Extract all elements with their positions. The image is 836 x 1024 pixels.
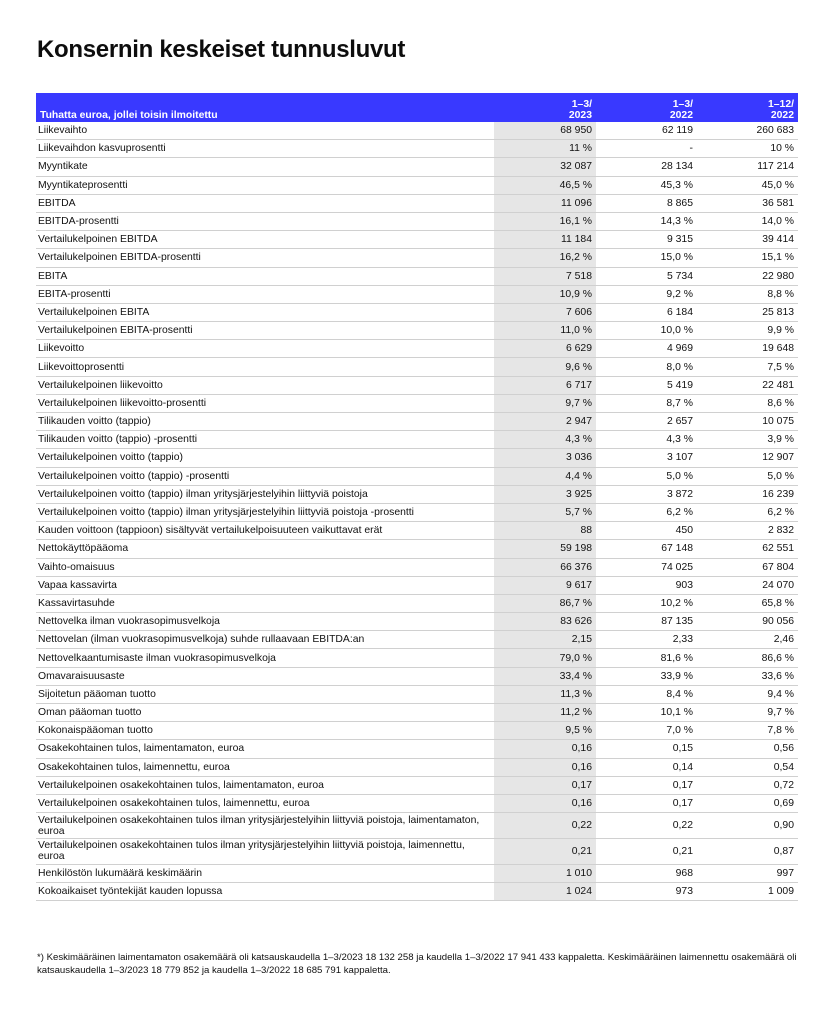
- value-2023-q1: 16,2 %: [494, 249, 596, 267]
- value-2022-q1: 3 872: [596, 485, 697, 503]
- value-2022-q1: 67 148: [596, 540, 697, 558]
- value-2023-q1: 79,0 %: [494, 649, 596, 667]
- value-2022-full-year: 6,2 %: [697, 503, 798, 521]
- row-label: Myyntikateprosentti: [36, 176, 494, 194]
- table-row: [36, 194, 798, 212]
- row-label: Kokoaikaiset työntekijät kauden lopussa: [36, 882, 494, 900]
- header-col-1-period: 1–3/: [571, 99, 592, 110]
- row-label: Vertailukelpoinen EBITA-prosentti: [36, 322, 494, 340]
- value-2022-q1: 81,6 %: [596, 649, 697, 667]
- row-label: Vertailukelpoinen osakekohtainen tulos ilman yritysjärjestelyihin liittyviä poistoja, laimennettu, euroa: [36, 838, 494, 864]
- value-2022-full-year: 117 214: [697, 158, 798, 176]
- row-label: EBITA: [36, 267, 494, 285]
- value-2022-full-year: 997: [697, 864, 798, 882]
- value-2022-q1: 0,17: [596, 776, 697, 794]
- table-row: [36, 376, 798, 394]
- value-2022-full-year: 90 056: [697, 613, 798, 631]
- table-row: [36, 322, 798, 340]
- value-2022-q1: 9 315: [596, 231, 697, 249]
- table-row: [36, 813, 798, 839]
- table-row: [36, 558, 798, 576]
- value-2023-q1: 6 629: [494, 340, 596, 358]
- value-2022-full-year: 0,87: [697, 838, 798, 864]
- value-2023-q1: 5,7 %: [494, 503, 596, 521]
- value-2022-full-year: 65,8 %: [697, 594, 798, 612]
- table-row: [36, 394, 798, 412]
- row-label: Myyntikate: [36, 158, 494, 176]
- value-2022-full-year: 45,0 %: [697, 176, 798, 194]
- value-2022-q1: 9,2 %: [596, 285, 697, 303]
- page-title: Konsernin keskeiset tunnusluvut: [37, 36, 406, 63]
- table-row: [36, 413, 798, 431]
- value-2023-q1: 1 010: [494, 864, 596, 882]
- table-row: [36, 503, 798, 521]
- value-2022-q1: 5 419: [596, 376, 697, 394]
- row-label: Liikevaihdon kasvuprosentti: [36, 140, 494, 158]
- value-2022-q1: 6 184: [596, 303, 697, 321]
- table-row: [36, 340, 798, 358]
- table-row: [36, 838, 798, 864]
- value-2023-q1: 68 950: [494, 122, 596, 140]
- table-row: [36, 864, 798, 882]
- row-label: Vertailukelpoinen osakekohtainen tulos, laimennettu, euroa: [36, 794, 494, 812]
- value-2022-full-year: 2,46: [697, 631, 798, 649]
- value-2022-q1: 8,0 %: [596, 358, 697, 376]
- value-2022-q1: 62 119: [596, 122, 697, 140]
- value-2022-q1: 2,33: [596, 631, 697, 649]
- value-2023-q1: 3 925: [494, 485, 596, 503]
- table-row: [36, 249, 798, 267]
- value-2022-q1: 28 134: [596, 158, 697, 176]
- row-label: Osakekohtainen tulos, laimennettu, euroa: [36, 758, 494, 776]
- row-label: Vaihto-omaisuus: [36, 558, 494, 576]
- value-2023-q1: 1 024: [494, 882, 596, 900]
- value-2023-q1: 2 947: [494, 413, 596, 431]
- value-2022-q1: 5 734: [596, 267, 697, 285]
- row-label: Liikevoittoprosentti: [36, 358, 494, 376]
- table-row: [36, 303, 798, 321]
- value-2022-full-year: 9,7 %: [697, 704, 798, 722]
- value-2023-q1: 9 617: [494, 576, 596, 594]
- row-label: Vertailukelpoinen voitto (tappio) ilman yritysjärjestelyihin liittyviä poistoja: [36, 485, 494, 503]
- value-2023-q1: 4,4 %: [494, 467, 596, 485]
- table-row: [36, 540, 798, 558]
- value-2022-full-year: 16 239: [697, 485, 798, 503]
- value-2023-q1: 9,5 %: [494, 722, 596, 740]
- row-label: Liikevoitto: [36, 340, 494, 358]
- value-2022-q1: 10,0 %: [596, 322, 697, 340]
- value-2023-q1: 7 518: [494, 267, 596, 285]
- table-row: [36, 231, 798, 249]
- value-2023-q1: 3 036: [494, 449, 596, 467]
- value-2022-full-year: 3,9 %: [697, 431, 798, 449]
- value-2022-q1: 0,17: [596, 794, 697, 812]
- value-2022-q1: 87 135: [596, 613, 697, 631]
- table-row: [36, 649, 798, 667]
- value-2022-q1: 33,9 %: [596, 667, 697, 685]
- value-2023-q1: 0,16: [494, 794, 596, 812]
- value-2022-q1: 973: [596, 882, 697, 900]
- header-col-2: [596, 93, 697, 122]
- value-2022-full-year: 9,4 %: [697, 685, 798, 703]
- row-label: Vapaa kassavirta: [36, 576, 494, 594]
- footnote: *) Keskimääräinen laimentamaton osakemäärä oli katsauskaudella 1–3/2023 18 132 258 ja kaudella 1–3/2022 17 941 433 kappaletta. Keskimääräinen laimennettu osakemäärä oli katsauskaudella 1–3/2023 18 779 852 ja kaudella 1–3/2022 18 685 791 kappaletta.: [37, 952, 797, 976]
- row-label: Vertailukelpoinen EBITDA-prosentti: [36, 249, 494, 267]
- header-col-2-year: 2022: [669, 110, 693, 121]
- value-2023-q1: 0,22: [494, 813, 596, 839]
- row-label: Omavaraisuusaste: [36, 667, 494, 685]
- value-2022-full-year: 0,69: [697, 794, 798, 812]
- value-2022-full-year: 62 551: [697, 540, 798, 558]
- value-2022-full-year: 36 581: [697, 194, 798, 212]
- value-2022-q1: 10,1 %: [596, 704, 697, 722]
- value-2022-full-year: 1 009: [697, 882, 798, 900]
- value-2022-full-year: 260 683: [697, 122, 798, 140]
- value-2023-q1: 11,0 %: [494, 322, 596, 340]
- value-2023-q1: 0,16: [494, 740, 596, 758]
- table-row: [36, 485, 798, 503]
- row-label: Nettovelkaantumisaste ilman vuokrasopimusvelkoja: [36, 649, 494, 667]
- table-row: [36, 449, 798, 467]
- row-label: Vertailukelpoinen voitto (tappio) -prosentti: [36, 467, 494, 485]
- value-2022-full-year: 9,9 %: [697, 322, 798, 340]
- table-row: [36, 613, 798, 631]
- table-row: [36, 358, 798, 376]
- value-2023-q1: 83 626: [494, 613, 596, 631]
- value-2023-q1: 46,5 %: [494, 176, 596, 194]
- value-2022-q1: 7,0 %: [596, 722, 697, 740]
- value-2023-q1: 4,3 %: [494, 431, 596, 449]
- value-2023-q1: 11,2 %: [494, 704, 596, 722]
- value-2023-q1: 9,7 %: [494, 394, 596, 412]
- value-2022-q1: 8,4 %: [596, 685, 697, 703]
- value-2022-q1: 968: [596, 864, 697, 882]
- header-col-2-period: 1–3/: [672, 99, 693, 110]
- value-2023-q1: 33,4 %: [494, 667, 596, 685]
- table-row: [36, 522, 798, 540]
- table-row: [36, 212, 798, 230]
- value-2022-full-year: 2 832: [697, 522, 798, 540]
- table-row: [36, 794, 798, 812]
- table-row: [36, 704, 798, 722]
- value-2023-q1: 10,9 %: [494, 285, 596, 303]
- value-2022-q1: 10,2 %: [596, 594, 697, 612]
- row-label: EBITDA-prosentti: [36, 212, 494, 230]
- row-label: Vertailukelpoinen osakekohtainen tulos ilman yritysjärjestelyihin liittyviä poistoja, laimentamaton, euroa: [36, 813, 494, 839]
- row-label: Tilikauden voitto (tappio) -prosentti: [36, 431, 494, 449]
- row-label: Nettovelan (ilman vuokrasopimusvelkoja) suhde rullaavaan EBITDA:an: [36, 631, 494, 649]
- value-2022-full-year: 7,8 %: [697, 722, 798, 740]
- value-2022-full-year: 15,1 %: [697, 249, 798, 267]
- value-2022-full-year: 10 %: [697, 140, 798, 158]
- value-2022-full-year: 14,0 %: [697, 212, 798, 230]
- table-row: [36, 158, 798, 176]
- row-label: Vertailukelpoinen liikevoitto: [36, 376, 494, 394]
- value-2022-q1: 6,2 %: [596, 503, 697, 521]
- value-2022-full-year: 33,6 %: [697, 667, 798, 685]
- value-2022-full-year: 7,5 %: [697, 358, 798, 376]
- value-2022-full-year: 8,6 %: [697, 394, 798, 412]
- row-label: Osakekohtainen tulos, laimentamaton, euroa: [36, 740, 494, 758]
- row-label: Henkilöstön lukumäärä keskimäärin: [36, 864, 494, 882]
- value-2023-q1: 32 087: [494, 158, 596, 176]
- value-2023-q1: 7 606: [494, 303, 596, 321]
- value-2022-q1: 2 657: [596, 413, 697, 431]
- value-2022-full-year: 25 813: [697, 303, 798, 321]
- value-2022-full-year: 19 648: [697, 340, 798, 358]
- value-2022-full-year: 0,90: [697, 813, 798, 839]
- row-label: Tilikauden voitto (tappio): [36, 413, 494, 431]
- header-col-3-year: 2022: [770, 110, 794, 121]
- value-2023-q1: 66 376: [494, 558, 596, 576]
- value-2022-full-year: 0,54: [697, 758, 798, 776]
- header-col-3: [697, 93, 798, 122]
- table-row: [36, 667, 798, 685]
- value-2023-q1: 0,17: [494, 776, 596, 794]
- table-row: [36, 758, 798, 776]
- value-2023-q1: 9,6 %: [494, 358, 596, 376]
- value-2022-q1: 0,22: [596, 813, 697, 839]
- row-label: Nettovelka ilman vuokrasopimusvelkoja: [36, 613, 494, 631]
- value-2022-q1: 5,0 %: [596, 467, 697, 485]
- value-2023-q1: 6 717: [494, 376, 596, 394]
- value-2022-q1: -: [596, 140, 697, 158]
- value-2022-q1: 0,15: [596, 740, 697, 758]
- value-2022-full-year: 24 070: [697, 576, 798, 594]
- value-2022-q1: 4 969: [596, 340, 697, 358]
- value-2022-q1: 4,3 %: [596, 431, 697, 449]
- value-2022-full-year: 39 414: [697, 231, 798, 249]
- row-label: Sijoitetun pääoman tuotto: [36, 685, 494, 703]
- row-label: Vertailukelpoinen osakekohtainen tulos, laimentamaton, euroa: [36, 776, 494, 794]
- value-2022-full-year: 86,6 %: [697, 649, 798, 667]
- value-2022-full-year: 12 907: [697, 449, 798, 467]
- table-body: [36, 122, 798, 901]
- value-2023-q1: 88: [494, 522, 596, 540]
- value-2022-q1: 8,7 %: [596, 394, 697, 412]
- value-2022-q1: 3 107: [596, 449, 697, 467]
- value-2022-q1: 0,21: [596, 838, 697, 864]
- value-2023-q1: 11,3 %: [494, 685, 596, 703]
- table-row: [36, 467, 798, 485]
- table-row: [36, 740, 798, 758]
- value-2022-full-year: 67 804: [697, 558, 798, 576]
- row-label: Liikevaihto: [36, 122, 494, 140]
- header-label: Tuhatta euroa, jollei toisin ilmoitettu: [36, 93, 494, 122]
- value-2023-q1: 11 184: [494, 231, 596, 249]
- table-row: [36, 722, 798, 740]
- value-2022-full-year: 5,0 %: [697, 467, 798, 485]
- header-col-3-period: 1–12/: [767, 99, 794, 110]
- value-2022-q1: 8 865: [596, 194, 697, 212]
- value-2022-full-year: 8,8 %: [697, 285, 798, 303]
- value-2022-full-year: 10 075: [697, 413, 798, 431]
- value-2023-q1: 16,1 %: [494, 212, 596, 230]
- row-label: Vertailukelpoinen EBITDA: [36, 231, 494, 249]
- key-figures-table: [36, 93, 798, 901]
- value-2022-full-year: 22 481: [697, 376, 798, 394]
- value-2023-q1: 0,21: [494, 838, 596, 864]
- row-label: Vertailukelpoinen liikevoitto-prosentti: [36, 394, 494, 412]
- table-row: [36, 122, 798, 140]
- row-label: Oman pääoman tuotto: [36, 704, 494, 722]
- value-2022-full-year: 22 980: [697, 267, 798, 285]
- row-label: Vertailukelpoinen voitto (tappio) ilman yritysjärjestelyihin liittyviä poistoja -prosentti: [36, 503, 494, 521]
- table-row: [36, 285, 798, 303]
- row-label: Vertailukelpoinen EBITA: [36, 303, 494, 321]
- table-header-row: [36, 93, 798, 122]
- value-2022-q1: 14,3 %: [596, 212, 697, 230]
- value-2022-q1: 0,14: [596, 758, 697, 776]
- table-row: [36, 685, 798, 703]
- value-2022-q1: 74 025: [596, 558, 697, 576]
- value-2023-q1: 11 096: [494, 194, 596, 212]
- value-2022-q1: 45,3 %: [596, 176, 697, 194]
- row-label: Kauden voittoon (tappioon) sisältyvät vertailukelpoisuuteen vaikuttavat erät: [36, 522, 494, 540]
- row-label: Kokonaispääoman tuotto: [36, 722, 494, 740]
- value-2022-q1: 450: [596, 522, 697, 540]
- value-2023-q1: 2,15: [494, 631, 596, 649]
- value-2023-q1: 0,16: [494, 758, 596, 776]
- row-label: Vertailukelpoinen voitto (tappio): [36, 449, 494, 467]
- row-label: Nettokäyttöpääoma: [36, 540, 494, 558]
- table-row: [36, 431, 798, 449]
- table-row: [36, 631, 798, 649]
- table-row: [36, 594, 798, 612]
- header-col-1: [494, 93, 596, 122]
- table-row: [36, 576, 798, 594]
- value-2023-q1: 11 %: [494, 140, 596, 158]
- value-2023-q1: 59 198: [494, 540, 596, 558]
- value-2022-q1: 15,0 %: [596, 249, 697, 267]
- value-2022-full-year: 0,56: [697, 740, 798, 758]
- row-label: EBITA-prosentti: [36, 285, 494, 303]
- header-col-1-year: 2023: [568, 110, 592, 121]
- value-2022-full-year: 0,72: [697, 776, 798, 794]
- row-label: EBITDA: [36, 194, 494, 212]
- table-row: [36, 267, 798, 285]
- row-label: Kassavirtasuhde: [36, 594, 494, 612]
- value-2023-q1: 86,7 %: [494, 594, 596, 612]
- value-2022-q1: 903: [596, 576, 697, 594]
- table-row: [36, 882, 798, 900]
- table-row: [36, 140, 798, 158]
- table-row: [36, 176, 798, 194]
- table-row: [36, 776, 798, 794]
